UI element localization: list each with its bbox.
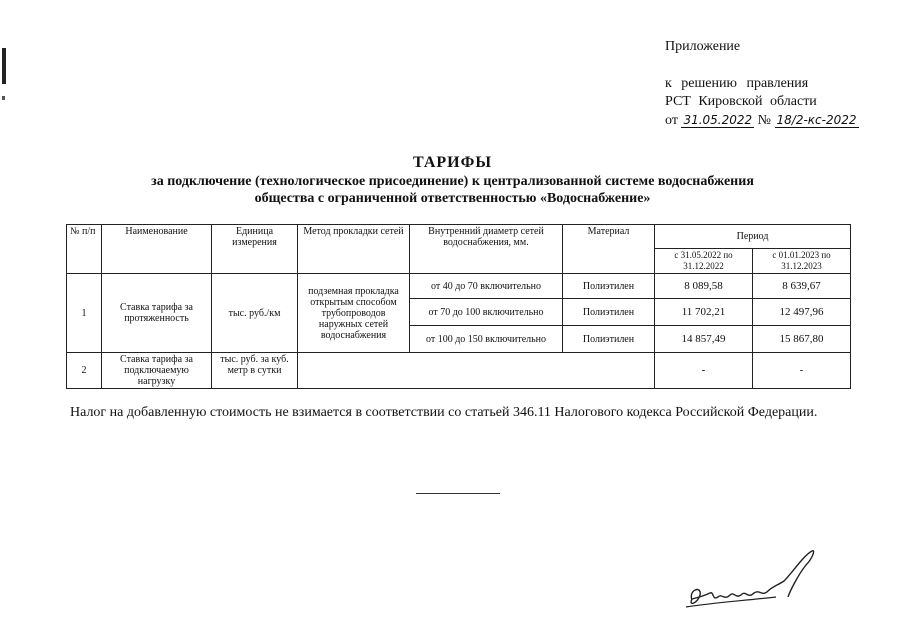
row1-num: 1 (67, 274, 102, 353)
row1-p2-1: 8 639,67 (753, 274, 851, 299)
date-prefix: от (665, 113, 678, 128)
appendix-decision: к решению правления (665, 76, 809, 91)
scan-edge-dot (2, 96, 5, 100)
title-heading: ТАРИФЫ (412, 154, 493, 171)
appendix-line1 (665, 75, 859, 93)
row1-unit: тыс. руб./км (212, 274, 298, 353)
scan-edge-mark (2, 48, 6, 84)
row1-method: подземная прокладка открытым способом трубопроводов наружных сетей водоснабжения (298, 274, 410, 353)
row1-p1-2: 11 702,21 (655, 299, 753, 326)
header-material: Материал (563, 225, 655, 274)
header-diameter: Внутренний диаметр сетей водоснабжения, мм. (410, 225, 563, 274)
row1-material-2: Полиэтилен (563, 299, 655, 326)
handwritten-date: 31.05.2022 (683, 113, 753, 127)
row1-p2-2: 12 497,96 (753, 299, 851, 326)
title-line2: за подключение (технологическое присоединение) к централизованной системе водоснабжения (151, 174, 754, 189)
row2-p1: - (655, 353, 753, 389)
row2-unit: тыс. руб. за куб. метр в сутки (212, 353, 298, 389)
table-row (67, 353, 851, 389)
document-title (0, 153, 905, 207)
row1-diameter-3: от 100 до 150 включительно (410, 326, 563, 353)
row1-name: Ставка тарифа за протяженность (102, 274, 212, 353)
title-line3: общества с ограниченной ответственностью «Водоснабжение» (254, 191, 651, 206)
header-method: Метод прокладки сетей (298, 225, 410, 274)
handwritten-number: 18/2-кс-2022 (776, 113, 857, 127)
table-row (67, 274, 851, 299)
row1-diameter-1: от 40 до 70 включительно (410, 274, 563, 299)
row1-p2-3: 15 867,80 (753, 326, 851, 353)
row1-p1-1: 8 089,58 (655, 274, 753, 299)
number-prefix: № (757, 113, 772, 128)
divider-line (416, 493, 500, 494)
header-num: № п/п (67, 225, 102, 274)
row1-diameter-2: от 70 до 100 включительно (410, 299, 563, 326)
header-unit: Единица измерения (212, 225, 298, 274)
row1-material-1: Полиэтилен (563, 274, 655, 299)
appendix-line2: РСТ Кировской области (665, 94, 817, 109)
appendix-label: Приложение (665, 39, 741, 54)
header-name: Наименование (102, 225, 212, 274)
vat-note: Налог на добавленную стоимость не взимается в соответствии со статьей 346.11 Налогового кодекса Российской Федерации. (70, 405, 818, 420)
row2-p2: - (753, 353, 851, 389)
header-period: Период (655, 225, 851, 249)
row2-name: Ставка тарифа за подключаемую нагрузку (102, 353, 212, 389)
row1-p1-3: 14 857,49 (655, 326, 753, 353)
appendix-block (665, 38, 859, 130)
row2-num: 2 (67, 353, 102, 389)
row2-empty (298, 353, 655, 389)
appendix-date-line (665, 111, 859, 130)
header-period-1: с 31.05.2022 по 31.12.2022 (655, 249, 753, 274)
signature-image (680, 545, 830, 620)
row1-material-3: Полиэтилен (563, 326, 655, 353)
header-period-2: с 01.01.2023 по 31.12.2023 (753, 249, 851, 274)
tariff-table (66, 224, 851, 389)
